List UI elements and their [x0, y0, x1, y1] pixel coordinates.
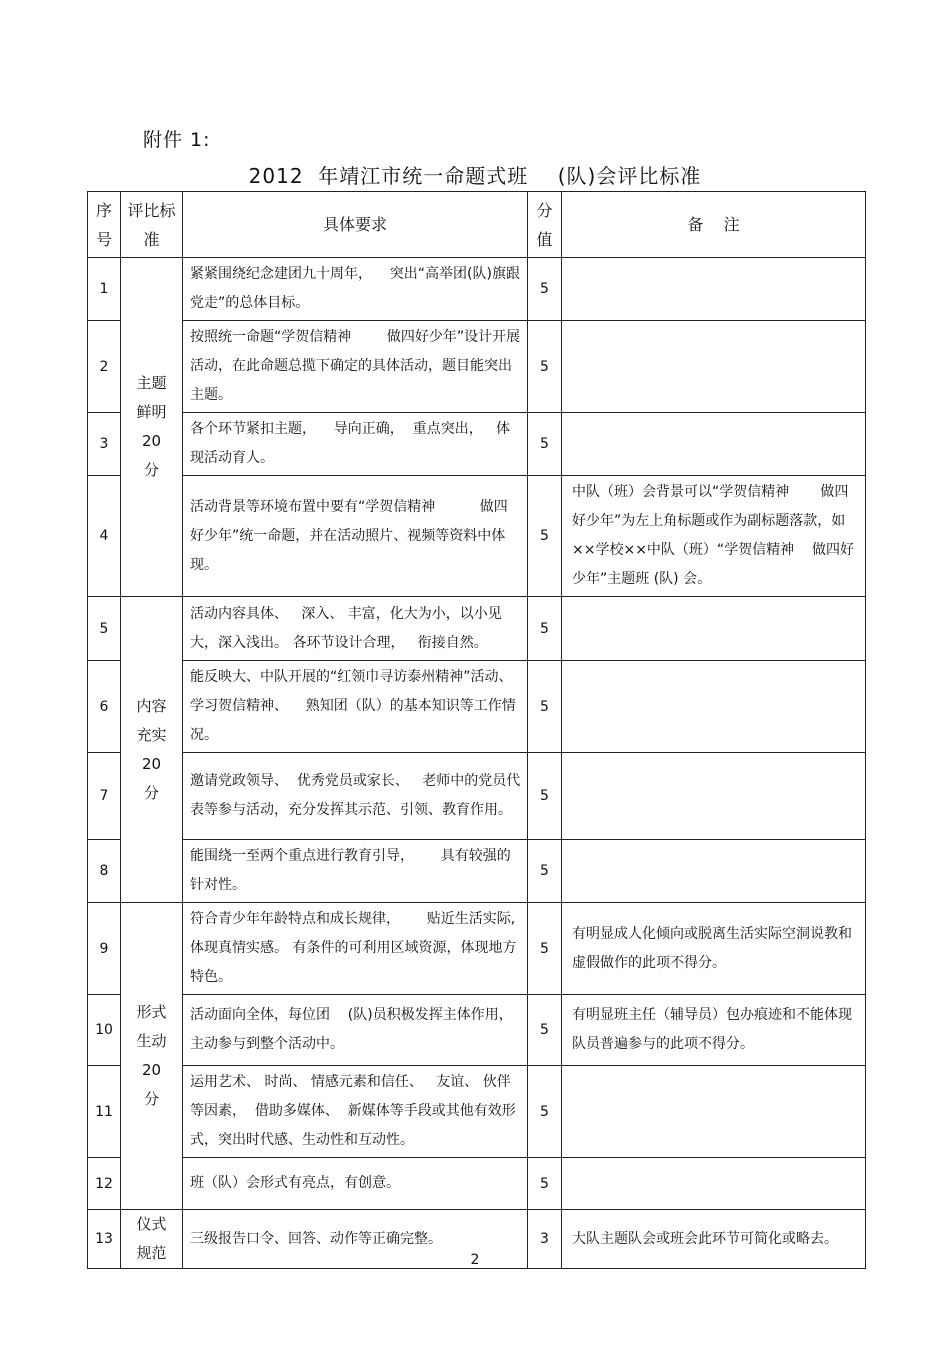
note-cell: 中队（班）会背景可以“学贺信精神 做四好少年”为左上角标题或作为副标题落款，如××学校××中队（班）“学贺信精神 做四好少年”主题班 (队) 会。 — [562, 476, 866, 597]
requirement-cell: 活动面向全体，每位团 (队)员积极发挥主体作用，主动参与到整个活动中。 — [183, 995, 528, 1066]
score-cell: 5 — [528, 903, 562, 995]
table-row — [88, 753, 866, 840]
row-number: 5 — [88, 597, 121, 661]
note-cell: 大队主题队会或班会此环节可简化或略去。 — [562, 1210, 866, 1269]
row-number: 7 — [88, 753, 121, 840]
requirement-cell: 活动背景等环境布置中要有“学贺信精神 做四好少年”统一命题，并在活动照片、视频等资料中体现。 — [183, 476, 528, 597]
header-requirement: 具体要求 — [183, 192, 528, 258]
score-cell: 5 — [528, 661, 562, 753]
note-cell — [562, 1158, 866, 1210]
score-cell: 5 — [528, 995, 562, 1066]
note-cell — [562, 661, 866, 753]
score-cell: 5 — [528, 321, 562, 413]
requirement-cell: 活动内容具体、 深入、 丰富，化大为小，以小见大，深入浅出。 各环节设计合理， 衔接自然。 — [183, 597, 528, 661]
note-cell: 有明显班主任（辅导员）包办痕迹和不能体现队员普遍参与的此项不得分。 — [562, 995, 866, 1066]
score-cell: 5 — [528, 476, 562, 597]
note-cell — [562, 597, 866, 661]
score-cell: 5 — [528, 1066, 562, 1158]
requirement-cell: 符合青少年年龄特点和成长规律， 贴近生活实际, 体现真情实感。 有条件的可利用区域资源，体现地方特色。 — [183, 903, 528, 995]
requirement-cell: 能围绕一至两个重点进行教育引导， 具有较强的针对性。 — [183, 840, 528, 903]
table-row — [88, 661, 866, 753]
header-score: 分值 — [528, 192, 562, 258]
score-cell: 5 — [528, 840, 562, 903]
row-number: 12 — [88, 1158, 121, 1210]
table-row — [88, 413, 866, 476]
table-row — [88, 597, 866, 661]
table-row — [88, 995, 866, 1066]
category-cell: 内容充实20 分 — [121, 597, 183, 903]
table-row — [88, 903, 866, 995]
table-row — [88, 476, 866, 597]
row-number: 1 — [88, 258, 121, 321]
requirement-cell: 能反映大、中队开展的“红领巾寻访泰州精神”活动、 学习贺信精神、 熟知团（队）的基本知识等工作情况。 — [183, 661, 528, 753]
note-cell — [562, 321, 866, 413]
table-row — [88, 258, 866, 321]
row-number: 13 — [88, 1210, 121, 1269]
row-number: 3 — [88, 413, 121, 476]
attachment-label: 附件 1: — [143, 129, 211, 151]
category-cell: 仪式规范 — [121, 1210, 183, 1269]
category-cell: 主题鲜明20 分 — [121, 258, 183, 597]
table-row — [88, 321, 866, 413]
requirement-cell: 按照统一命题“学贺信精神 做四好少年”设计开展活动，在此命题总揽下确定的具体活动，题目能突出主题。 — [183, 321, 528, 413]
requirement-cell: 紧紧围绕纪念建团九十周年， 突出“高举团(队)旗跟党走”的总体目标。 — [183, 258, 528, 321]
requirement-cell: 运用艺术、 时尚、 情感元素和信任、 友谊、 伙伴等因素， 借助多媒体、 新媒体等手段或其他有效形式，突出时代感、生动性和互动性。 — [183, 1066, 528, 1158]
requirement-cell: 三级报告口令、回答、动作等正确完整。 — [183, 1210, 528, 1269]
note-cell — [562, 1066, 866, 1158]
note-cell — [562, 413, 866, 476]
row-number: 8 — [88, 840, 121, 903]
table-row — [88, 1158, 866, 1210]
requirement-cell: 班（队）会形式有亮点，有创意。 — [183, 1158, 528, 1210]
row-number: 4 — [88, 476, 121, 597]
row-number: 10 — [88, 995, 121, 1066]
row-number: 9 — [88, 903, 121, 995]
document-title: 2012 年靖江市统一命题式班 (队)会评比标准 — [248, 164, 702, 188]
score-cell: 3 — [528, 1210, 562, 1269]
score-cell: 5 — [528, 413, 562, 476]
score-cell: 5 — [528, 258, 562, 321]
note-cell: 有明显成人化倾向或脱离生活实际空洞说教和虚假做作的此项不得分。 — [562, 903, 866, 995]
requirement-cell: 邀请党政领导、 优秀党员或家长、 老师中的党员代表等参与活动，充分发挥其示范、引领、教育作用。 — [183, 753, 528, 840]
header-category: 评比标准 — [121, 192, 183, 258]
score-cell: 5 — [528, 753, 562, 840]
note-cell — [562, 753, 866, 840]
row-number: 6 — [88, 661, 121, 753]
score-cell: 5 — [528, 1158, 562, 1210]
header-note: 备 注 — [562, 192, 866, 258]
row-number: 11 — [88, 1066, 121, 1158]
table-header-row — [88, 192, 866, 258]
row-number: 2 — [88, 321, 121, 413]
requirement-cell: 各个环节紧扣主题， 导向正确， 重点突出， 体现活动育人。 — [183, 413, 528, 476]
table-row — [88, 1066, 866, 1158]
category-cell: 形式生动20 分 — [121, 903, 183, 1210]
note-cell — [562, 258, 866, 321]
header-no: 序号 — [88, 192, 121, 258]
note-cell — [562, 840, 866, 903]
evaluation-table — [87, 191, 866, 1269]
score-cell: 5 — [528, 597, 562, 661]
page-number: 2 — [470, 1252, 480, 1268]
table-row — [88, 840, 866, 903]
